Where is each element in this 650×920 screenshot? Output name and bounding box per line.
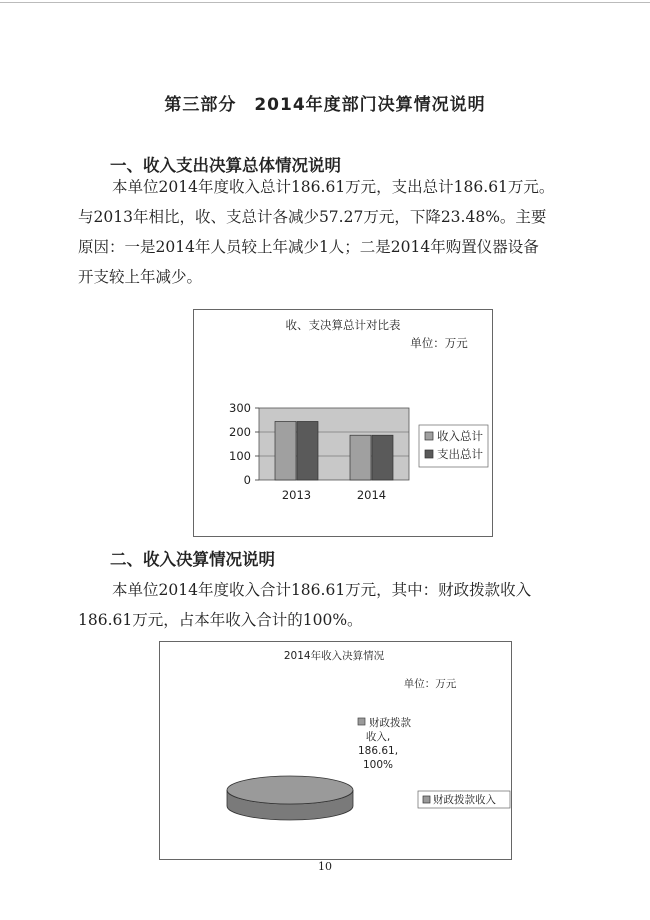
legend-swatch xyxy=(425,432,433,440)
chart1-title: 收、支决算总计对比表 xyxy=(285,318,401,332)
section2-paragraph xyxy=(78,575,588,635)
y-tick-label: 200 xyxy=(229,425,251,439)
x-tick-label: 2013 xyxy=(281,488,312,502)
y-tick-label: 100 xyxy=(229,449,251,463)
bar-支出总计 xyxy=(297,421,318,480)
y-tick-label: 0 xyxy=(243,473,251,487)
scan-top-edge xyxy=(0,2,650,3)
section1-line: 开支较上年减少。 xyxy=(78,268,203,286)
pie-slice-label-line: 财政拨款 xyxy=(369,717,411,729)
pie-label-swatch xyxy=(358,718,365,725)
income-pie-chart xyxy=(159,641,512,860)
y-tick-label: 300 xyxy=(229,401,251,415)
bar-收入总计 xyxy=(350,435,371,480)
comparison-chart xyxy=(193,309,493,537)
pie-slice-label-line: 收入, xyxy=(365,731,391,743)
legend-label: 财政拨款收入 xyxy=(433,794,496,806)
legend-swatch xyxy=(425,450,433,458)
section1-paragraph xyxy=(78,172,588,292)
legend-swatch xyxy=(423,796,430,803)
section1-line: 与2013年相比，收、支总计各减少57.27万元，下降23.48%。主要 xyxy=(78,208,547,226)
pie-slice-label-line: 100% xyxy=(362,759,394,771)
section2-line: 本单位2014年度收入合计186.61万元，其中：财政拨款收入 xyxy=(112,581,532,599)
bar-收入总计 xyxy=(275,421,296,480)
section2-heading: 二、收入决算情况说明 xyxy=(110,550,275,569)
legend-label: 支出总计 xyxy=(437,447,483,461)
section2-line: 186.61万元，占本年收入合计的100%。 xyxy=(78,611,363,629)
pie-slice-财政拨款收入 xyxy=(227,776,353,804)
section1-line: 本单位2014年度收入总计186.61万元，支出总计186.61万元。 xyxy=(112,178,555,196)
bar-支出总计 xyxy=(372,435,393,480)
section1-heading: 一、收入支出决算总体情况说明 xyxy=(110,156,341,175)
income-pie-chart-svg xyxy=(160,642,511,859)
pie-slice-label-line: 186.61, xyxy=(357,745,399,757)
chart2-title: 2014年收入决算情况 xyxy=(283,650,385,662)
chart2-unit: 单位：万元 xyxy=(403,678,457,690)
page-title: 第三部分 2014年度部门决算情况说明 xyxy=(164,95,486,115)
page-number: 10 xyxy=(318,860,332,873)
comparison-chart-svg xyxy=(194,310,492,536)
chart1-unit: 单位：万元 xyxy=(410,336,468,350)
x-tick-label: 2014 xyxy=(356,488,387,502)
section1-line: 原因：一是2014年人员较上年减少1人；二是2014年购置仪器设备 xyxy=(78,238,539,256)
legend-label: 收入总计 xyxy=(437,429,483,443)
